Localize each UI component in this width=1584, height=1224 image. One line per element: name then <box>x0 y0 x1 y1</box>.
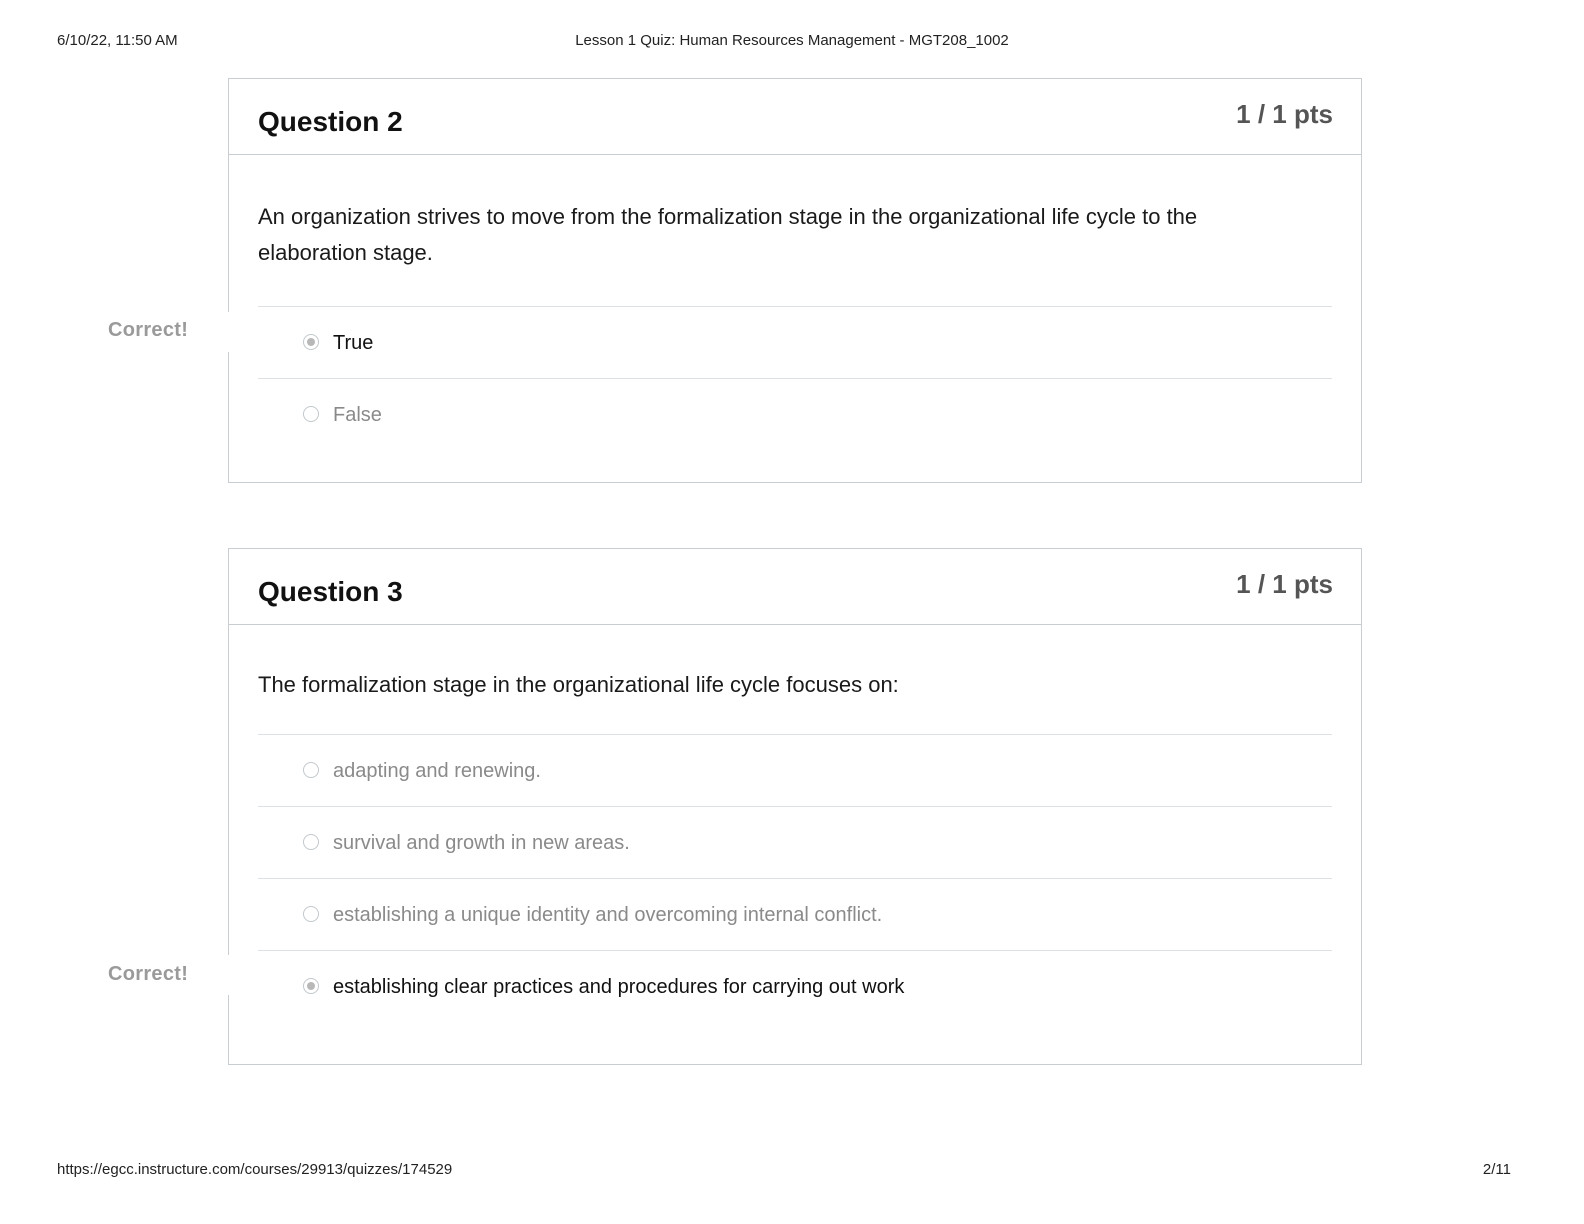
radio-unselected-icon[interactable] <box>303 834 319 850</box>
radio-selected-icon[interactable] <box>303 334 319 350</box>
answer-option-false[interactable] <box>258 378 1332 450</box>
radio-unselected-icon[interactable] <box>303 406 319 422</box>
answer-option-true[interactable] <box>258 306 1332 378</box>
question-text: An organization strives to move from the formalization stage in the organizational life cycle to the elaboration stage. <box>258 204 1198 265</box>
answer-option-4[interactable] <box>258 950 1332 1022</box>
print-datetime: 6/10/22, 11:50 AM <box>57 32 178 49</box>
question-header <box>229 79 1361 155</box>
answer-list <box>258 734 1332 1022</box>
correct-answer-flag: Correct! <box>108 319 189 341</box>
question-2-card <box>228 78 1362 483</box>
answer-label: True <box>333 332 374 354</box>
question-title: Question 3 <box>258 576 403 607</box>
answer-label: establishing clear practices and procedures for carrying out work <box>333 976 905 998</box>
question-text: The formalization stage in the organizational life cycle focuses on: <box>258 672 899 697</box>
correct-flag-notch <box>226 312 230 352</box>
correct-flag-notch <box>226 955 230 995</box>
print-page-title: Lesson 1 Quiz: Human Resources Management - MGT208_1002 <box>575 32 1009 49</box>
question-title: Question 2 <box>258 106 403 137</box>
print-header <box>0 32 1584 52</box>
radio-selected-icon[interactable] <box>303 978 319 994</box>
print-footer <box>0 1161 1584 1181</box>
answer-label: establishing a unique identity and overcoming internal conflict. <box>333 904 883 926</box>
answer-label: False <box>333 404 382 426</box>
radio-unselected-icon[interactable] <box>303 762 319 778</box>
print-url: https://egcc.instructure.com/courses/29913/quizzes/174529 <box>57 1161 453 1178</box>
answer-option-3[interactable] <box>258 878 1332 950</box>
print-page-number: 2/11 <box>1482 1161 1511 1178</box>
answer-label: adapting and renewing. <box>333 760 541 782</box>
answer-option-1[interactable] <box>258 734 1332 806</box>
question-points: 1 / 1 pts <box>1236 99 1333 129</box>
correct-answer-flag: Correct! <box>108 963 189 985</box>
question-points: 1 / 1 pts <box>1236 569 1333 599</box>
answer-list <box>258 306 1332 450</box>
question-3-card <box>228 548 1362 1065</box>
answer-option-2[interactable] <box>258 806 1332 878</box>
question-header <box>229 549 1361 625</box>
radio-unselected-icon[interactable] <box>303 906 319 922</box>
answer-label: survival and growth in new areas. <box>333 832 630 854</box>
